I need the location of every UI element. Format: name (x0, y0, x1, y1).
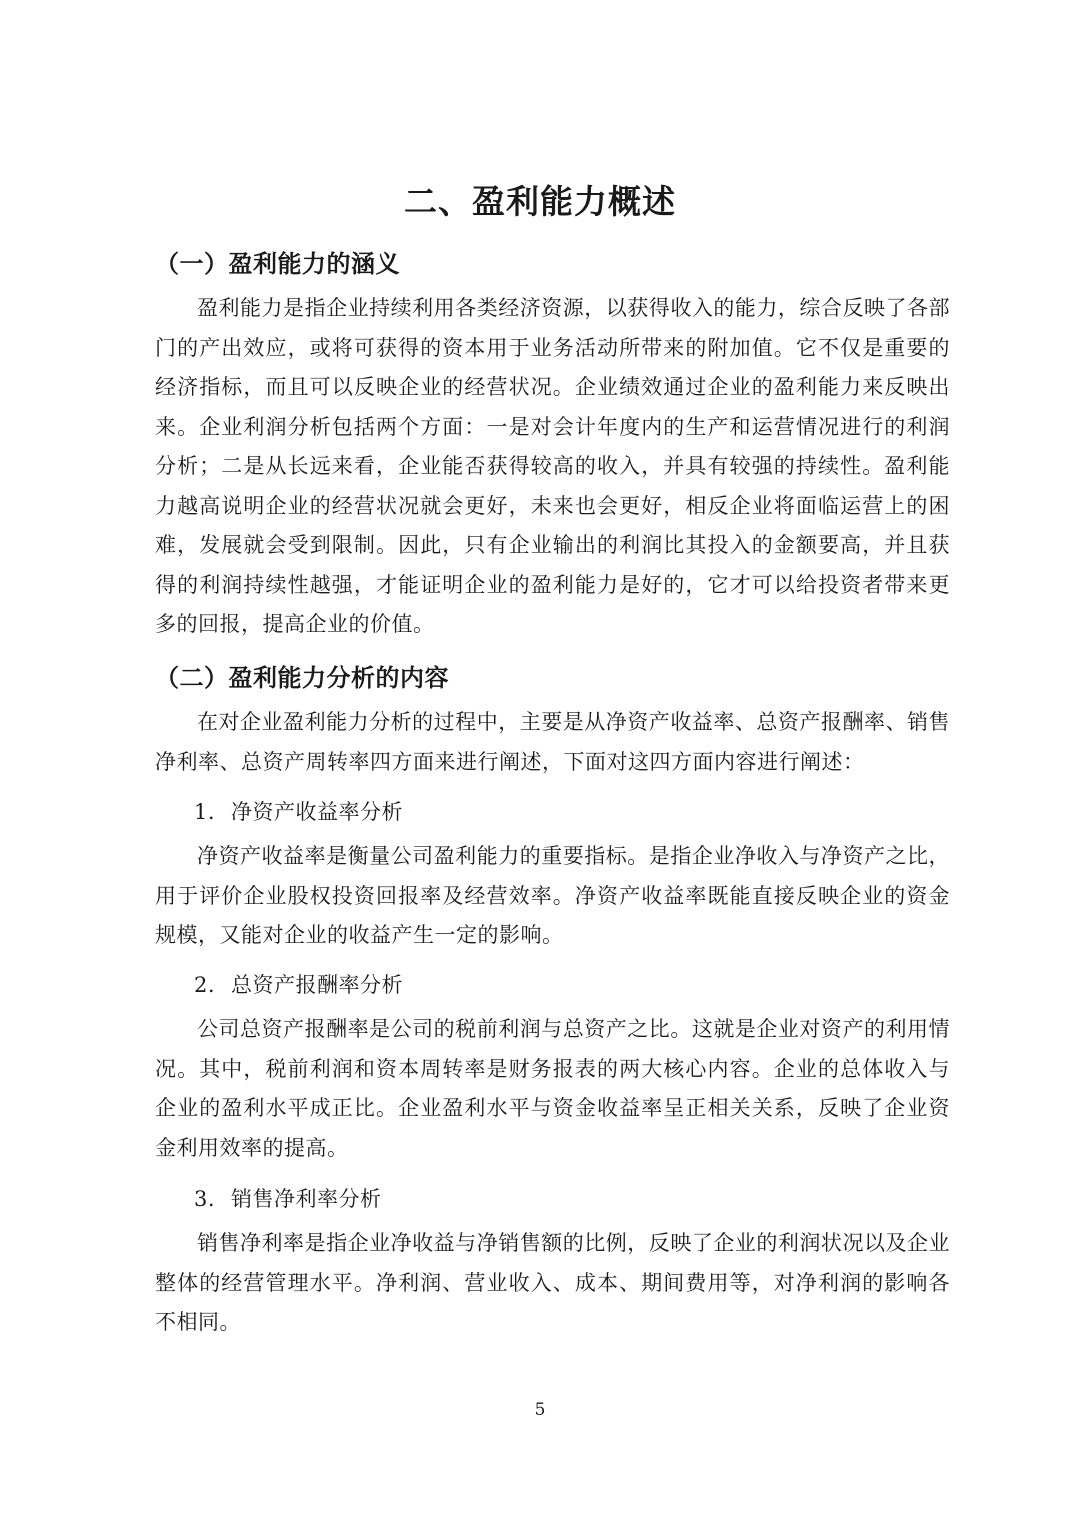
subheading-number: 1. (194, 800, 216, 824)
subheading-roa (194, 969, 403, 999)
paragraph-net-margin: 销售净利率是指企业净收益与净销售额的比例，反映了企业的利润状况以及企业整体的经营管理水平。净利润、营业收入、成本、期间费用等，对净利润的影响各不相同。 (155, 1231, 950, 1334)
paragraph-roe: 净资产收益率是衡量公司盈利能力的重要指标。是指企业净收入与净资产之比，用于评价企业股权投资回报率及经营效率。净资产收益率既能直接反映企业的资金规模，又能对企业的收益产生一定的影响。 (155, 844, 950, 947)
subheading-title: 总资产报酬率分析 (231, 973, 403, 997)
paragraph-roa: 公司总资产报酬率是公司的税前利润与总资产之比。这就是企业对资产的利用情况。其中，税前利润和资本周转率是财务报表的两大核心内容。企业的总体收入与企业的盈利水平成正比。企业盈利水平与资金收益率呈正相关关系，反映了企业资金利用效率的提高。 (155, 1017, 950, 1160)
section-heading-meaning: （一）盈利能力的涵义 (155, 250, 400, 278)
subheading-title: 净资产收益率分析 (231, 800, 403, 824)
chapter-title: 二、盈利能力概述 (404, 182, 676, 221)
subheading-roe (194, 796, 403, 826)
subheading-number: 3. (194, 1187, 216, 1211)
subheading-title: 销售净利率分析 (231, 1187, 382, 1211)
subheading-number: 2. (194, 973, 216, 997)
subheading-net-margin (194, 1183, 382, 1213)
paragraph-content-intro: 在对企业盈利能力分析的过程中，主要是从净资产收益率、总资产报酬率、销售净利率、总资产周转率四方面来进行阐述，下面对这四方面内容进行阐述： (155, 710, 950, 774)
page-number: 5 (534, 1400, 546, 1420)
paragraph-meaning: 盈利能力是指企业持续利用各类经济资源，以获得收入的能力，综合反映了各部门的产出效应，或将可获得的资本用于业务活动所带来的附加值。它不仅是重要的经济指标，而且可以反映企业的经营状况。企业绩效通过企业的盈利能力来反映出来。企业利润分析包括两个方面：一是对会计年度内的生产和运营情况进行的利润分析；二是从长远来看，企业能否获得较高的收入，并具有较强的持续性。盈利能力越高说明企业的经营状况就会更好，未来也会更好，相反企业将面临运营上的困难，发展就会受到限制。因此，只有企业输出的利润比其投入的金额要高，并且获得的利润持续性越强，才能证明企业的盈利能力是好的，它才可以给投资者带来更多的回报，提高企业的价值。 (155, 296, 950, 636)
section-heading-content: （二）盈利能力分析的内容 (155, 664, 449, 692)
